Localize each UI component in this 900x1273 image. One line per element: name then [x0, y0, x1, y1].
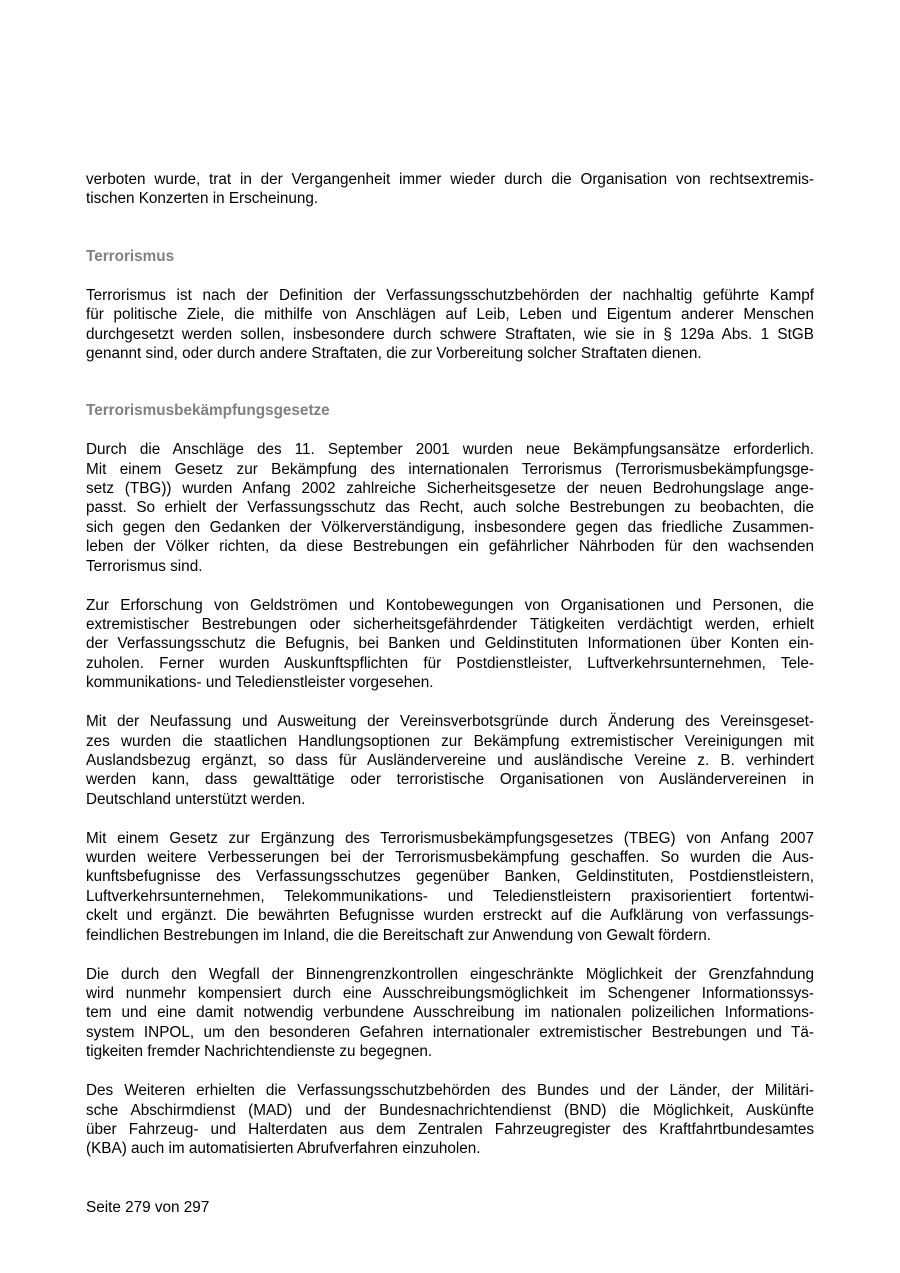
- text-line: der Verfassungsschutz die Befugnis, bei Banken und Geldinstituten Informationen über Konten ein-: [86, 635, 814, 653]
- text-line: Zur Erforschung von Geldströmen und Kontobewegungen von Organisationen und Personen, die: [86, 596, 814, 614]
- text-line: passt. So erhielt der Verfassungsschutz das Recht, auch solche Bestrebungen zu beobachten, die: [86, 499, 814, 517]
- text-line: Des Weiteren erhielten die Verfassungsschutzbehörden des Bundes und der Länder, der Militäri-: [86, 1082, 814, 1100]
- page-number-footer: Seite 279 von 297: [86, 1199, 210, 1216]
- text-line: (KBA) auch im automatisierten Abrufverfahren einzuholen.: [86, 1140, 481, 1158]
- text-line: Terrorismus sind.: [86, 557, 203, 575]
- text-line: leben der Völker richten, da diese Bestrebungen ein gefährlicher Nährboden für den wachsenden: [86, 538, 814, 556]
- text-line: Mit einem Gesetz zur Bekämpfung des internationalen Terrorismus (Terrorismusbekämpfungsge-: [86, 460, 814, 478]
- text-line: feindlichen Bestrebungen im Inland, die die Bereitschaft zur Anwendung von Gewalt fördern.: [86, 926, 712, 944]
- text-line: für politische Ziele, die mithilfe von Anschlägen auf Leib, Leben und Eigentum anderer Menschen: [86, 306, 814, 324]
- page-content: [86, 170, 814, 1159]
- text-line: verboten wurde, trat in der Vergangenheit immer wieder durch die Organisation von rechtsextremis-: [86, 171, 814, 188]
- text-line: über Fahrzeug- und Halterdaten aus dem Zentralen Fahrzeugregister des Kraftfahrtbundesamtes: [86, 1120, 814, 1138]
- text-line: system INPOL, um den besonderen Gefahren internationaler extremistischer Bestrebungen und Tä-: [86, 1023, 814, 1041]
- text-line: tem und eine damit notwendig verbundene Ausschreibung im nationalen polizeilichen Informations-: [86, 1004, 814, 1022]
- section-heading-terrorismus: Terrorismus: [86, 247, 175, 265]
- paragraph-tbg-1: [86, 440, 814, 576]
- text-line: Durch die Anschläge des 11. September 2001 wurden neue Bekämpfungsansätze erforderlich.: [86, 441, 814, 459]
- text-line: wurden weitere Verbesserungen bei der Terrorismusbekämpfung geschaffen. So wurden die Aus-: [86, 849, 814, 867]
- text-line: werden kann, dass gewalttätige oder terroristische Organisationen von Ausländervereinen in: [86, 771, 814, 789]
- text-line: Die durch den Wegfall der Binnengrenzkontrollen eingeschränkte Möglichkeit der Grenzfahndung: [86, 965, 814, 983]
- text-line: zes wurden die staatlichen Handlungsoptionen zur Bekämpfung extremistischer Vereinigungen mit: [86, 732, 814, 750]
- text-line: durchgesetzt werden sollen, insbesondere durch schwere Straftaten, wie sie in § 129a Abs. 1 StGB: [86, 325, 814, 343]
- paragraph-terrorismus-definition: [86, 286, 814, 364]
- paragraph-tbg-5: [86, 965, 814, 1062]
- intro-paragraph: [86, 170, 814, 209]
- paragraph-tbg-6: [86, 1081, 814, 1159]
- text-line: Deutschland unterstützt werden.: [86, 790, 306, 808]
- section-heading-terrorismusbekaempfungsgesetze: Terrorismusbekämpfungsgesetze: [86, 402, 330, 420]
- paragraph-tbg-3: [86, 712, 814, 809]
- text-line: setz (TBG)) wurden Anfang 2002 zahlreiche Sicherheitsgesetze der neuen Bedrohungslage ange-: [86, 480, 814, 498]
- text-line: sche Abschirmdienst (MAD) und der Bundesnachrichtendienst (BND) die Möglichkeit, Auskünfte: [86, 1101, 814, 1119]
- text-line: sich gegen den Gedanken der Völkerverständigung, insbesondere gegen das friedliche Zusammen-: [86, 518, 814, 536]
- text-line: kunftsbefugnisse des Verfassungsschutzes gegenüber Banken, Geldinstituten, Postdienstleistern,: [86, 868, 814, 886]
- text-line: Mit einem Gesetz zur Ergänzung des Terrorismusbekämpfungsgesetzes (TBEG) von Anfang 2007: [86, 829, 814, 847]
- text-line: Mit der Neufassung und Ausweitung der Vereinsverbotsgründe durch Änderung des Vereinsgeset-: [86, 713, 814, 731]
- text-line: tischen Konzerten in Erscheinung.: [86, 190, 319, 208]
- paragraph-tbg-2: [86, 596, 814, 693]
- text-line: extremistischer Bestrebungen oder sicherheitsgefährdender Tätigkeiten verdächtigt werden, erhielt: [86, 616, 814, 633]
- text-line: Auslandsbezug ergänzt, so dass für Ausländervereine und ausländische Vereine z. B. verhindert: [86, 751, 814, 769]
- text-line: wird nunmehr kompensiert durch eine Ausschreibungsmöglichkeit im Schengener Informationssys-: [86, 985, 814, 1002]
- text-line: Luftverkehrsunternehmen, Telekommunikations- und Teledienstleistern praxisorientiert fortentwi-: [86, 887, 814, 905]
- text-line: zuholen. Ferner wurden Auskunftspflichten für Postdienstleister, Luftverkehrsunternehmen, Tele-: [86, 654, 814, 672]
- text-line: tigkeiten fremder Nachrichtendienste zu begegnen.: [86, 1043, 433, 1061]
- paragraph-tbg-4: [86, 829, 814, 945]
- text-line: Terrorismus ist nach der Definition der Verfassungsschutzbehörden der nachhaltig geführte Kampf: [86, 286, 814, 304]
- text-line: genannt sind, oder durch andere Straftaten, die zur Vorbereitung solcher Straftaten dienen.: [86, 344, 702, 362]
- text-line: kommunikations- und Teledienstleister vorgesehen.: [86, 674, 434, 692]
- text-line: ckelt und ergänzt. Die bewährten Befugnisse wurden erstreckt auf die Aufklärung von verfassungs-: [86, 907, 814, 925]
